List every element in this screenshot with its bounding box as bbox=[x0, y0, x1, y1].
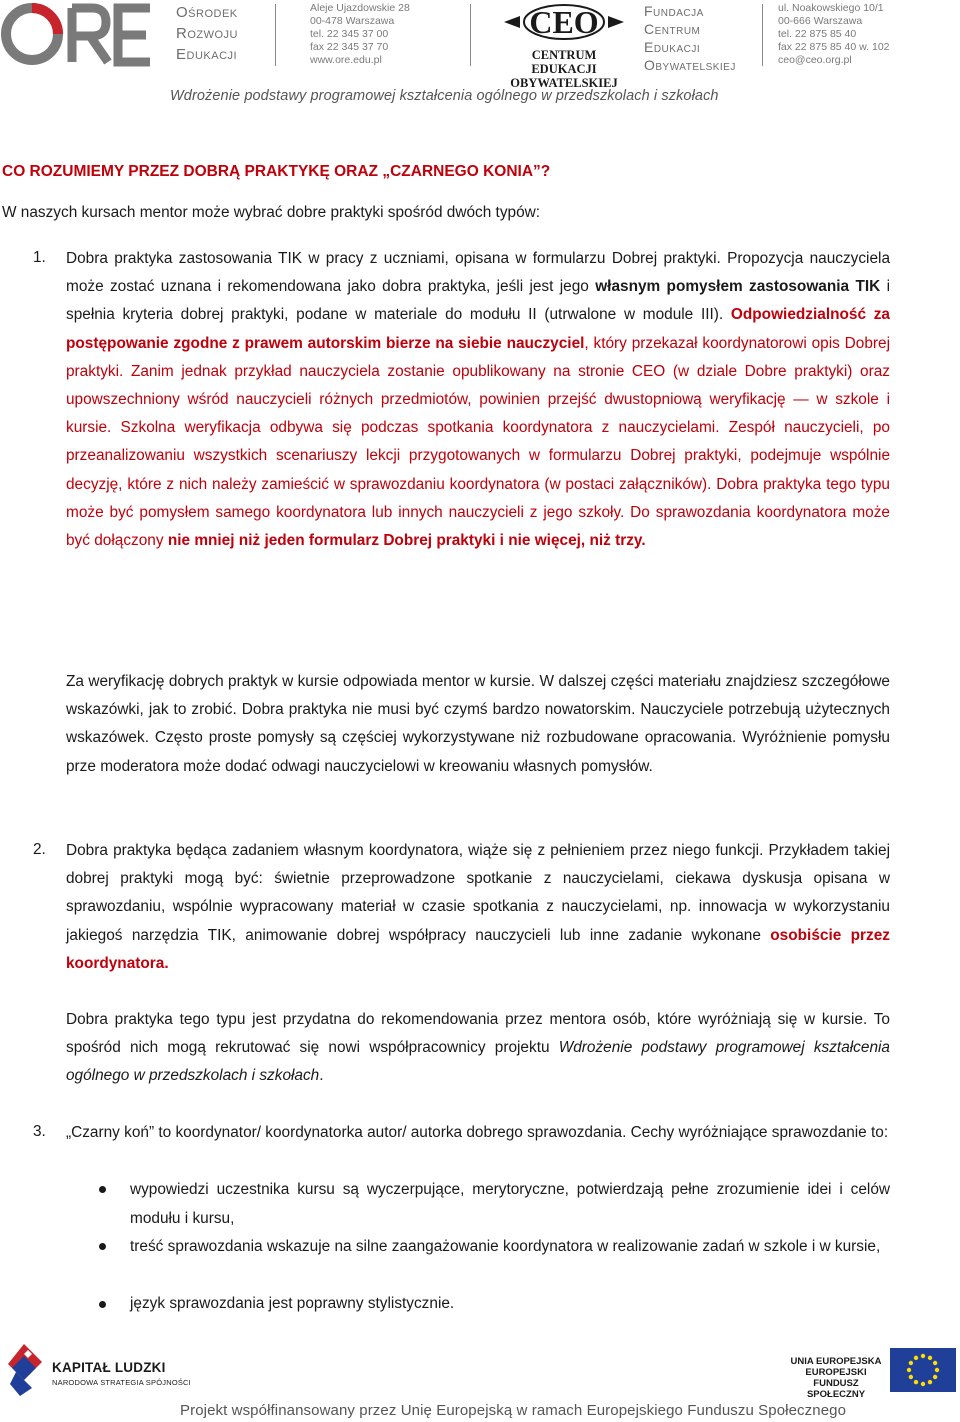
bullet-icon bbox=[99, 1301, 106, 1308]
item1-paragraph2: Za weryfikację dobrych praktyk w kursie odpowiada mentor w kursie. W dalszej części materiału znajdziesz szczegółowe wskazówki, jak to zrobić. Dobra praktyka nie musi być czymś bardzo nowatorskim. Nauczyciele potrzebują użytecznych wskazówek. Często proste pomysły są częściej wykorzystywane niż rozbudowane opracowania. Wyróżnienie pomysłu prze moderatora może dodać odwagi nauczycielowi w kreowaniu własnych pomysłów. bbox=[66, 673, 890, 775]
ceo-address-line2: 00-666 Warszawa bbox=[778, 15, 863, 27]
header-divider bbox=[275, 4, 276, 66]
item2-paragraph1 bbox=[66, 837, 890, 978]
ceo-name bbox=[644, 2, 736, 74]
eu-label-line1: UNIA EUROPEJSKA bbox=[790, 1356, 882, 1367]
ceo-logo-line2: OBYWATELSKIEJ bbox=[510, 76, 618, 90]
ore-name-line1: Ośrodek bbox=[176, 4, 238, 21]
list-number-3: 3. bbox=[33, 1123, 46, 1140]
item2-p2-end: . bbox=[319, 1067, 324, 1085]
eu-label-line2: EUROPEJSKI bbox=[805, 1367, 867, 1378]
bullet-icon bbox=[99, 1243, 106, 1250]
eu-label bbox=[790, 1356, 882, 1400]
item1-paragraph1 bbox=[66, 245, 890, 555]
ore-address-line3: tel. 22 345 37 00 bbox=[310, 28, 389, 40]
item2-text-a: Dobra praktyka będąca zadaniem własnym koordynatora, wiąże się z pełnieniem przez niego funkcji. Przykładem takiej dobrej praktyki mogą być: świetnie przeprowadzone spotkanie z nauczycielami, ciekawa dyskusja opisana w sprawozdaniu, wspólnie wypracowany materiał w czasie spotkania z nauczycielami, np. innowacja w wykorzystaniu jakiegoś narzędzia TIK, animowanie dobrej współpracy nauczycieli lub inne zadanie wykonane bbox=[66, 842, 890, 944]
header-divider bbox=[470, 4, 471, 66]
ore-address-line2: 00-478 Warszawa bbox=[310, 15, 395, 27]
page-header bbox=[0, 0, 960, 120]
ceo-logo bbox=[498, 2, 630, 90]
eu-label-line3: FUNDUSZ SPOŁECZNY bbox=[806, 1378, 866, 1400]
svg-text:CEO: CEO bbox=[529, 4, 599, 40]
page-footer bbox=[0, 1336, 960, 1422]
eu-star-icon bbox=[933, 1375, 937, 1379]
document-intro: W naszych kursach mentor może wybrać dobre praktyki spośród dwóch typów: bbox=[2, 204, 541, 221]
bullet-item-1: wypowiedzi uczestnika kursu są wyczerpujące, merytoryczne, potwierdzają pełne zrozumienie idei i celów modułu i kursu, bbox=[130, 1181, 890, 1227]
eu-star-icon bbox=[921, 1382, 925, 1386]
bullet-item-2: treść sprawozdania wskazuje na silne zaangażowanie koordynatora w realizowanie zadań w szkole i w kursie, bbox=[130, 1238, 881, 1255]
document-title: CO ROZUMIEMY PRZEZ DOBRĄ PRAKTYKĘ ORAZ „CZARNEGO KONIA”? bbox=[2, 163, 551, 180]
eu-star-icon bbox=[914, 1380, 918, 1384]
item2-p2-text: Dobra praktyka tego typu jest przydatna do rekomendowania przez mentora osób, które wyróżniają się w kursie. To spośród nich mogą rekrutować się nowi współpracownicy projektu bbox=[66, 1011, 890, 1057]
ceo-address-line4: fax 22 875 85 40 w. 102 bbox=[778, 41, 890, 53]
kapital-ludzki-subtitle: NARODOWA STRATEGIA SPÓJNOŚCI bbox=[52, 1378, 191, 1387]
ceo-name-line1: Fundacja bbox=[644, 3, 704, 19]
eu-star-icon bbox=[928, 1356, 932, 1360]
bullet-icon bbox=[99, 1186, 106, 1193]
kapital-ludzki-logo bbox=[6, 1342, 46, 1398]
ore-address bbox=[310, 2, 410, 67]
bullet-item-3: język sprawozdania jest poprawny stylistycznie. bbox=[130, 1295, 455, 1312]
project-title: Wdrożenie podstawy programowej kształcenia ogólnego w przedszkolach i szkołach bbox=[170, 88, 719, 104]
ore-name-line2: Rozwoju bbox=[176, 25, 238, 42]
header-divider bbox=[762, 4, 763, 66]
item2-text-red: osobiście przez koordynatora. bbox=[66, 926, 890, 972]
item1-text-bold: własnym pomysłem zastosowania TIK bbox=[595, 278, 881, 296]
item1-copyright-note: Odpowiedzialność za postępowanie zgodne z prawem autorskim bierze na siebie nauczyciel bbox=[66, 306, 890, 352]
ore-name-line3: Edukacji bbox=[176, 46, 238, 63]
eu-star-icon bbox=[933, 1361, 937, 1365]
list-number-1: 1. bbox=[33, 249, 46, 266]
ceo-address-line1: ul. Noakowskiego 10/1 bbox=[778, 2, 884, 14]
ceo-address bbox=[778, 2, 890, 67]
ceo-logo-text bbox=[498, 48, 630, 90]
item1-text-b: i spełnia kryteria dobrej praktyki, podane w materiale do modułu II (utrwalone w module III). bbox=[66, 278, 890, 324]
eu-star-icon bbox=[935, 1368, 939, 1372]
item1-verification-text: , który przekazał koordynatorowi opis Dobrej praktyki. Zanim jednak przykład nauczyciela zostanie opublikowany na stronie CEO (w dziale Dobre praktyki) oraz upowszechniony wśród nauczycieli różnych przedmiotów, powinien przejść dwustopniową weryfikację — w szkole i kursie. Szkolna weryfikacja odbywa się podczas spotkania koordynatora z nauczycielami. Zespół nauczycieli, po przeanalizowaniu wszystkich scenariuszy lekcji przygotowanych w formularzu Dobrej praktyki, podejmuje wspólnie decyzję, które z nich należy zamieścić w sprawozdaniu koordynatora (w postaci załączników). Dobra praktyka tego typu może być pomysłem samego koordynatora lub innych nauczycieli z jego szkoły. Do sprawozdania koordynatora może być dołączony bbox=[66, 334, 890, 550]
item1-text-a: Dobra praktyka zastosowania TIK w pracy z uczniami, opisana w formularzu Dobrej praktyki. Propozycja nauczyciela może zostać uznana i rekomendowana jako dobra praktyka, jeśli jest jego bbox=[66, 250, 890, 296]
eu-star-icon bbox=[921, 1354, 925, 1358]
list-number-2: 2. bbox=[33, 841, 46, 858]
item3-intro: „Czarny koń” to koordynator/ koordynatorka autor/ autorka dobrego sprawozdania. Cechy wyróżniające sprawozdanie to: bbox=[66, 1124, 889, 1141]
eu-star-icon bbox=[909, 1375, 913, 1379]
ceo-emblem bbox=[498, 2, 630, 42]
ceo-address-line3: tel. 22 875 85 40 bbox=[778, 28, 857, 40]
eu-star-icon bbox=[907, 1368, 911, 1372]
ore-address-line1: Aleje Ujazdowskie 28 bbox=[310, 2, 410, 14]
eu-flag-icon bbox=[890, 1348, 956, 1392]
eu-star-icon bbox=[909, 1361, 913, 1365]
item2-p2-project: Wdrożenie podstawy programowej kształcenia ogólnego w przedszkolach i szkołach bbox=[66, 1039, 890, 1085]
ceo-name-line3: Edukacji bbox=[644, 39, 701, 55]
ceo-name-line4: Obywatelskiej bbox=[644, 57, 736, 73]
eu-star-icon bbox=[914, 1356, 918, 1360]
item1-limit-note: nie mniej niż jeden formularz Dobrej praktyki i nie więcej, niż trzy. bbox=[167, 532, 646, 550]
cofinance-note: Projekt współfinansowany przez Unię Europejską w ramach Europejskiego Funduszu Społecznego bbox=[180, 1402, 847, 1419]
ore-name bbox=[176, 2, 238, 65]
ceo-logo-line1: CENTRUM EDUKACJI bbox=[531, 48, 597, 76]
eu-star-icon bbox=[928, 1380, 932, 1384]
ceo-name-line2: Centrum bbox=[644, 21, 701, 37]
ore-address-line5: www.ore.edu.pl bbox=[310, 54, 382, 66]
ore-logo bbox=[0, 0, 160, 70]
ore-address-line4: fax 22 345 37 70 bbox=[310, 41, 389, 53]
item2-paragraph2 bbox=[66, 1006, 890, 1091]
kapital-ludzki-title: KAPITAŁ LUDZKI bbox=[52, 1360, 166, 1375]
ceo-address-line5: ceo@ceo.org.pl bbox=[778, 54, 852, 66]
